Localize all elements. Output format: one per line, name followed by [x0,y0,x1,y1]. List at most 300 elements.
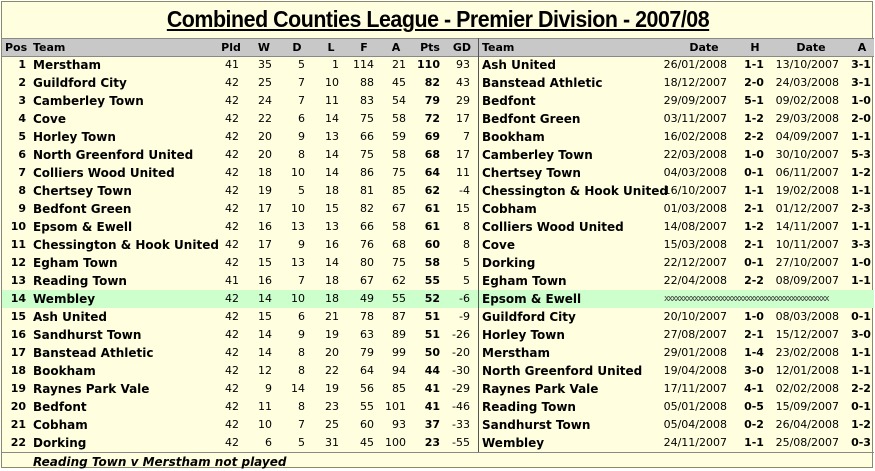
standings-d: 9 [298,130,305,143]
fixture-not-applicable-filler: xxxxxxxxxxxxxxxxxxxxxxxxxxxxxxxxxxxxxxxxxxxx [664,294,828,304]
fixture-away-date: 09/02/2008 [775,94,839,107]
standings-gd: -46 [452,400,470,413]
fixture-team: Horley Town [482,328,565,342]
standings-w: 24 [258,94,272,107]
fixture-away-date: 01/12/2007 [775,202,839,215]
footnote [2,452,874,471]
standings-a: 85 [392,184,406,197]
fixture-away-date: 29/03/2008 [775,112,839,125]
fixture-home-date: 01/03/2008 [663,202,727,215]
standings-gd: -30 [452,364,470,377]
standings-d: 8 [298,148,305,161]
standings-f: 45 [360,436,374,449]
fixture-home-date: 29/01/2008 [663,346,727,359]
standings-pts: 41 [424,400,440,413]
standings-f: 63 [360,328,374,341]
standings-l: 18 [325,292,339,305]
standings-pts: 23 [424,436,440,449]
standings-d: 13 [291,256,305,269]
standings-f: 88 [360,76,374,89]
standings-pos: 8 [18,184,26,197]
standings-gd: -33 [452,418,470,431]
standings-pos: 10 [10,220,26,233]
table-row [2,146,874,164]
standings-l: 22 [325,364,339,377]
standings-pts: 55 [424,274,440,287]
standings-l: 16 [325,238,339,251]
standings-w: 15 [258,310,272,323]
fixture-away-date: 10/11/2007 [775,238,839,251]
standings-pld: 42 [225,418,239,431]
standings-pts: 61 [424,202,440,215]
standings-d: 6 [298,112,305,125]
standings-a: 93 [392,418,406,431]
table-row [2,380,874,398]
table-row [2,290,874,308]
fixture-home: 2-0 [744,76,764,89]
standings-w: 12 [258,364,272,377]
standings-w: 16 [258,274,272,287]
standings-gd: 17 [456,148,470,161]
standings-f: 75 [360,112,374,125]
standings-team: Cove [33,112,67,126]
fixture-away: 1-1 [851,220,871,233]
standings-pld: 42 [225,184,239,197]
fixture-home-date: 22/03/2008 [663,148,727,161]
standings-team: Horley Town [33,130,116,144]
standings-f: 79 [360,346,374,359]
fixture-away: 1-2 [851,166,871,179]
standings-d: 7 [298,418,305,431]
standings-f: 81 [360,184,374,197]
fixture-away-date: 23/02/2008 [775,346,839,359]
standings-pos: 1 [18,58,26,71]
table-row [2,434,874,452]
header-home-score: H [750,41,760,54]
standings-pld: 42 [225,328,239,341]
standings-pld: 42 [225,292,239,305]
standings-pld: 42 [225,220,239,233]
table-row [2,128,874,146]
standings-team: Bedfont [33,400,87,414]
standings-a: 58 [392,220,406,233]
standings-pld: 42 [225,382,239,395]
standings-gd: -29 [452,382,470,395]
fixture-away-date: 13/10/2007 [775,58,839,71]
standings-gd: 5 [463,274,470,287]
table-row [2,164,874,182]
standings-d: 5 [298,58,305,71]
table-row [2,308,874,326]
fixture-away: 1-1 [851,274,871,287]
fixture-home-date: 20/10/2007 [663,310,727,323]
standings-pld: 42 [225,94,239,107]
standings-pld: 42 [225,346,239,359]
standings-d: 13 [291,220,305,233]
standings-pos: 17 [10,346,26,359]
standings-gd: 29 [456,94,470,107]
standings-pld: 42 [225,148,239,161]
header-home-date: Date [689,41,719,54]
header-f: F [360,41,368,54]
standings-team: Dorking [33,436,87,450]
standings-w: 19 [258,184,272,197]
header-team: Team [33,41,66,54]
fixture-team: Bedfont [482,94,536,108]
standings-gd: -4 [459,184,470,197]
standings-w: 22 [258,112,272,125]
fixture-home: 3-0 [744,364,764,377]
standings-a: 75 [392,256,406,269]
fixture-home-date: 22/04/2008 [663,274,727,287]
fixture-away: 1-1 [851,346,871,359]
standings-f: 66 [360,130,374,143]
fixture-team: Merstham [482,346,551,360]
standings-w: 11 [258,400,272,413]
standings-a: 101 [385,400,406,413]
fixture-away-date: 19/02/2008 [775,184,839,197]
standings-l: 23 [325,400,339,413]
fixture-team: North Greenford United [482,364,643,378]
fixture-home: 1-4 [744,346,764,359]
standings-l: 14 [325,148,339,161]
standings-d: 14 [291,382,305,395]
fixture-away: 3-1 [851,58,871,71]
fixture-away-date: 14/11/2007 [775,220,839,233]
fixture-home: 1-2 [744,112,764,125]
fixture-away: 5-3 [851,148,871,161]
standings-d: 10 [291,202,305,215]
table-row [2,254,874,272]
standings-w: 14 [258,346,272,359]
fixture-team: Camberley Town [482,148,593,162]
standings-a: 58 [392,148,406,161]
standings-team: North Greenford United [33,148,194,162]
fixture-home-date: 27/08/2007 [663,328,727,341]
fixture-home: 2-1 [744,328,764,341]
fixture-away-date: 27/10/2007 [775,256,839,269]
standings-d: 10 [291,292,305,305]
footnote-text: Reading Town v Merstham not played [33,455,287,469]
fixture-away-date: 15/12/2007 [775,328,839,341]
fixture-team: Sandhurst Town [482,418,591,432]
standings-w: 6 [265,436,272,449]
table-row [2,110,874,128]
standings-d: 10 [291,166,305,179]
standings-f: 56 [360,382,374,395]
standings-d: 7 [298,76,305,89]
fixture-home: 1-0 [744,310,764,323]
standings-f: 76 [360,238,374,251]
standings-f: 114 [353,58,374,71]
standings-d: 8 [298,400,305,413]
standings-gd: 15 [456,202,470,215]
standings-f: 82 [360,202,374,215]
fixture-team: Wembley [482,436,545,450]
standings-f: 78 [360,310,374,323]
fixture-away: 0-1 [851,310,871,323]
fixture-away-date: 02/02/2008 [775,382,839,395]
standings-a: 62 [392,274,406,287]
standings-team: Egham Town [33,256,118,270]
standings-l: 11 [325,94,339,107]
fixture-home-date: 29/09/2007 [663,94,727,107]
column-divider [478,38,479,452]
standings-d: 7 [298,274,305,287]
standings-l: 31 [325,436,339,449]
fixture-team: Dorking [482,256,536,270]
header-fixture-team: Team [482,41,515,54]
standings-w: 20 [258,148,272,161]
fixture-home-date: 26/01/2008 [663,58,727,71]
standings-l: 25 [325,418,339,431]
standings-d: 6 [298,310,305,323]
header-pos: Pos [5,41,28,54]
fixture-away: 0-1 [851,400,871,413]
standings-team: Wembley [33,292,96,306]
standings-team: Camberley Town [33,94,144,108]
header-d: D [292,41,302,54]
standings-w: 18 [258,166,272,179]
standings-pts: 64 [424,166,440,179]
table-row [2,218,874,236]
standings-pts: 52 [424,292,440,305]
standings-pts: 69 [424,130,440,143]
fixture-home: 1-1 [744,58,764,71]
standings-team: Raynes Park Vale [33,382,150,396]
standings-pld: 42 [225,400,239,413]
fixture-home: 1-2 [744,220,764,233]
header-pld: Pld [221,41,241,54]
standings-pts: 72 [424,112,440,125]
standings-a: 85 [392,382,406,395]
standings-pos: 19 [10,382,26,395]
standings-gd: 8 [463,220,470,233]
standings-pld: 42 [225,112,239,125]
standings-team: Epsom & Ewell [33,220,133,234]
standings-l: 13 [325,130,339,143]
fixture-home: 5-1 [744,94,764,107]
fixture-home-date: 14/08/2007 [663,220,727,233]
standings-pld: 42 [225,436,239,449]
standings-pos: 6 [18,148,26,161]
fixture-home: 0-5 [744,400,764,413]
standings-w: 10 [258,418,272,431]
standings-pts: 51 [424,328,440,341]
standings-l: 19 [325,328,339,341]
standings-pos: 3 [18,94,26,107]
header-l: L [327,41,335,54]
fixture-home-date: 03/11/2007 [663,112,727,125]
standings-pos: 16 [10,328,26,341]
table-row [2,92,874,110]
fixture-home: 2-1 [744,202,764,215]
fixture-away: 1-0 [851,94,871,107]
fixture-team: Ash United [482,58,557,72]
league-table-sheet [1,1,873,468]
standings-d: 9 [298,238,305,251]
standings-pts: 60 [424,238,440,251]
standings-pld: 42 [225,238,239,251]
standings-pos: 18 [10,364,26,377]
fixture-away-date: 08/09/2007 [775,274,839,287]
header-away-date: Date [796,41,826,54]
standings-d: 8 [298,346,305,359]
standings-w: 14 [258,292,272,305]
fixture-away: 3-0 [851,328,871,341]
standings-gd: 17 [456,112,470,125]
fixture-home-date: 05/04/2008 [663,418,727,431]
fixture-home: 4-1 [744,382,764,395]
standings-pts: 50 [424,346,440,359]
standings-f: 55 [360,400,374,413]
standings-l: 14 [325,112,339,125]
standings-f: 83 [360,94,374,107]
fixture-home: 0-2 [744,418,764,431]
page-title: Combined Counties League - Premier Division - 2007/08 [166,6,710,32]
fixture-team: Banstead Athletic [482,76,603,90]
standings-pos: 12 [10,256,26,269]
standings-a: 45 [392,76,406,89]
fixture-away: 1-1 [851,364,871,377]
fixture-team: Bookham [482,130,545,144]
standings-d: 8 [298,364,305,377]
fixture-away-date: 12/01/2008 [775,364,839,377]
standings-team: Sandhurst Town [33,328,142,342]
standings-pos: 4 [18,112,26,125]
fixture-away-date: 25/08/2007 [775,436,839,449]
standings-pos: 20 [10,400,26,413]
standings-pts: 41 [424,382,440,395]
standings-pts: 61 [424,220,440,233]
header-w: W [257,41,271,54]
standings-a: 59 [392,130,406,143]
fixture-away: 2-2 [851,382,871,395]
standings-pld: 42 [225,310,239,323]
fixture-home-date: 19/04/2008 [663,364,727,377]
standings-pos: 22 [10,436,26,449]
standings-gd: 43 [456,76,470,89]
standings-f: 67 [360,274,374,287]
standings-w: 20 [258,130,272,143]
standings-l: 10 [325,76,339,89]
standings-a: 54 [392,94,406,107]
standings-w: 9 [265,382,272,395]
fixture-home-date: 05/01/2008 [663,400,727,413]
standings-pts: 44 [424,364,440,377]
standings-pos: 11 [10,238,26,251]
standings-pts: 51 [424,310,440,323]
standings-pos: 7 [18,166,26,179]
fixture-home: 2-2 [744,274,764,287]
table-row [2,416,874,434]
standings-gd: 7 [463,130,470,143]
table-row [2,74,874,92]
fixture-team: Chessington & Hook United [482,184,668,198]
standings-team: Colliers Wood United [33,166,175,180]
fixture-away: 2-3 [851,202,871,215]
fixture-away-date: 30/10/2007 [775,148,839,161]
fixture-team: Epsom & Ewell [482,292,582,306]
fixture-home: 1-1 [744,436,764,449]
standings-gd: 8 [463,238,470,251]
table-row [2,272,874,290]
fixture-team: Raynes Park Vale [482,382,599,396]
standings-a: 58 [392,112,406,125]
standings-pld: 42 [225,130,239,143]
standings-a: 67 [392,202,406,215]
fixture-team: Colliers Wood United [482,220,624,234]
fixture-away: 1-1 [851,184,871,197]
standings-w: 17 [258,238,272,251]
standings-pts: 79 [424,94,440,107]
fixture-team: Cove [482,238,516,252]
table-row [2,200,874,218]
fixture-home: 1-0 [744,148,764,161]
standings-w: 14 [258,328,272,341]
standings-pts: 82 [424,76,440,89]
fixture-away: 1-1 [851,130,871,143]
standings-f: 66 [360,220,374,233]
fixture-away: 1-2 [851,418,871,431]
table-row [2,56,874,74]
header-row [2,38,874,57]
standings-f: 80 [360,256,374,269]
fixture-home-date: 04/03/2008 [663,166,727,179]
standings-d: 5 [298,436,305,449]
standings-a: 94 [392,364,406,377]
standings-team: Chertsey Town [33,184,132,198]
standings-team: Merstham [33,58,102,72]
fixture-team: Cobham [482,202,537,216]
fixture-home-date: 16/10/2007 [663,184,727,197]
table-row [2,182,874,200]
standings-team: Cobham [33,418,88,432]
fixture-home-date: 22/12/2007 [663,256,727,269]
standings-w: 15 [258,256,272,269]
standings-pld: 41 [225,274,239,287]
standings-pos: 13 [10,274,26,287]
standings-team: Chessington & Hook United [33,238,219,252]
fixture-home-date: 18/12/2007 [663,76,727,89]
standings-gd: -26 [452,328,470,341]
standings-l: 14 [325,256,339,269]
standings-pld: 42 [225,166,239,179]
standings-pld: 42 [225,202,239,215]
fixture-away-date: 06/11/2007 [775,166,839,179]
standings-l: 21 [325,310,339,323]
standings-pos: 9 [18,202,26,215]
standings-pld: 42 [225,76,239,89]
fixture-team: Bedfont Green [482,112,581,126]
standings-gd: 5 [463,256,470,269]
standings-gd: 93 [456,58,470,71]
standings-a: 99 [392,346,406,359]
fixture-away: 2-0 [851,112,871,125]
standings-d: 5 [298,184,305,197]
fixture-home: 2-2 [744,130,764,143]
fixture-team: Reading Town [482,400,576,414]
standings-pts: 37 [424,418,440,431]
fixture-home-date: 17/11/2007 [663,382,727,395]
fixture-home-date: 24/11/2007 [663,436,727,449]
fixture-home: 1-1 [744,184,764,197]
standings-a: 55 [392,292,406,305]
standings-gd: -55 [452,436,470,449]
standings-l: 15 [325,202,339,215]
standings-d: 9 [298,328,305,341]
fixture-home: 0-1 [744,166,764,179]
